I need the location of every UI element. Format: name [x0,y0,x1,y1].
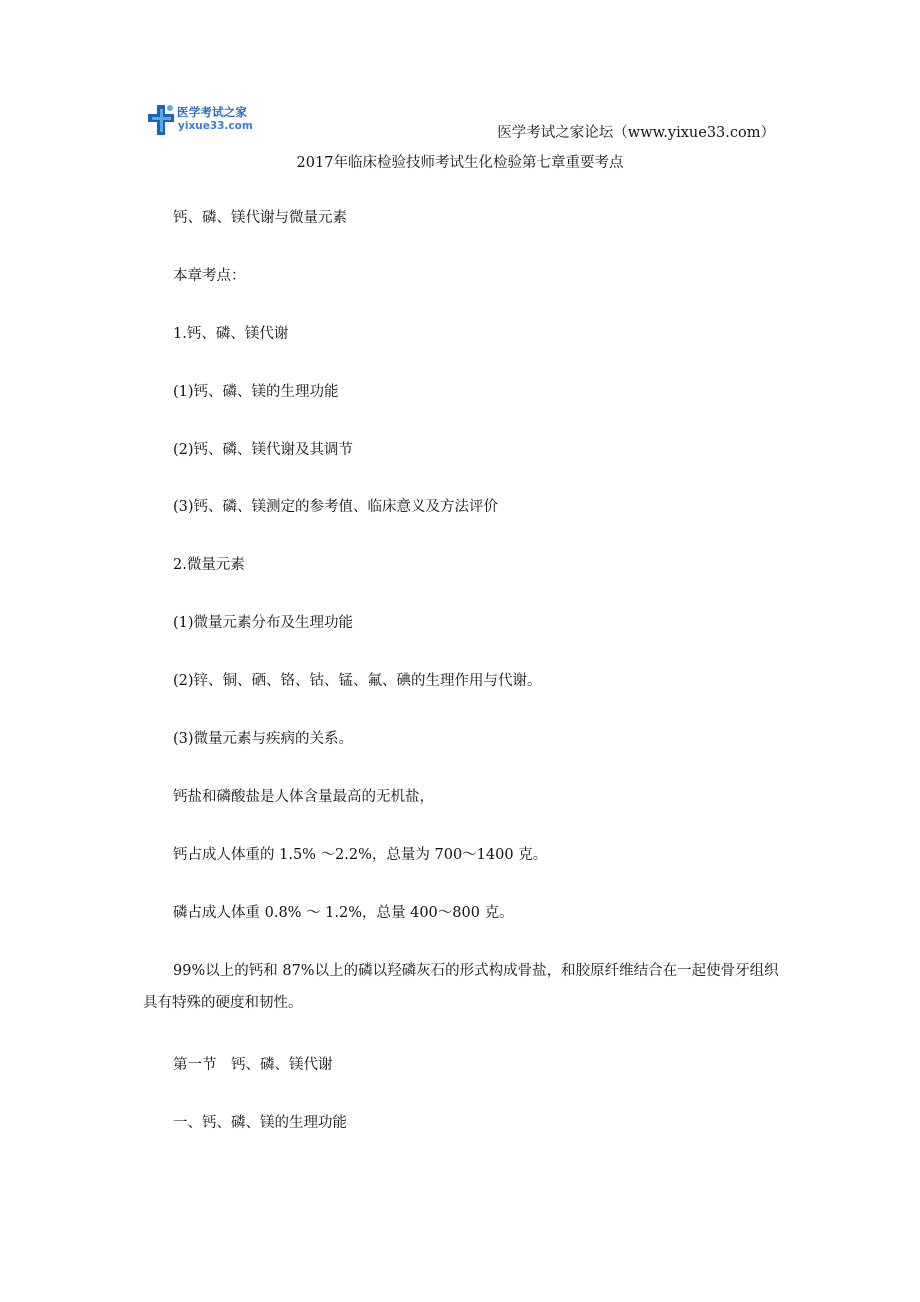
site-label: 医学考试之家论坛（www.yixue33.com） [497,125,775,141]
body-paragraph: 钙占成人体重的 1.5% ～2.2%，总量为 700～1400 克。 [173,847,548,863]
medical-cross-icon [146,103,176,137]
list-item: (2)锌、铜、硒、铬、钴、锰、氟、碘的生理作用与代谢。 [173,673,542,689]
logo-text-en: yixue33.com [178,120,253,132]
section-heading: 第一节 钙、磷、镁代谢 [173,1057,333,1073]
list-item: (1)微量元素分布及生理功能 [173,615,354,631]
site-logo [146,103,258,137]
list-item: (3)微量元素与疾病的关系。 [173,731,354,747]
body-paragraph: 99%以上的钙和 87%以上的磷以羟磷灰石的形式构成骨盐，和胶原纤维结合在一起使骨牙组织具有特殊的硬度和韧性。 [143,963,779,1011]
list-item: (1)钙、磷、镁的生理功能 [173,384,339,400]
list-item: 1.钙、磷、镁代谢 [173,326,289,342]
document-title: 2017年临床检验技师考试生化检验第七章重要考点 [296,155,624,171]
logo-text-cn: 医学考试之家 [177,105,248,119]
list-item: (2)钙、磷、镁代谢及其调节 [173,442,354,458]
section-label: 本章考点： [173,268,246,284]
chapter-heading: 钙、磷、镁代谢与微量元素 [173,210,347,226]
body-paragraph: 磷占成人体重 0.8% ～ 1.2%，总量 400～800 克。 [173,905,514,921]
list-item: (3)钙、磷、镁测定的参考值、临床意义及方法评价 [173,499,499,515]
body-paragraph: 钙盐和磷酸盐是人体含量最高的无机盐， [173,789,434,805]
subsection-heading: 一、钙、磷、镁的生理功能 [173,1115,347,1131]
list-item: 2.微量元素 [173,557,245,573]
